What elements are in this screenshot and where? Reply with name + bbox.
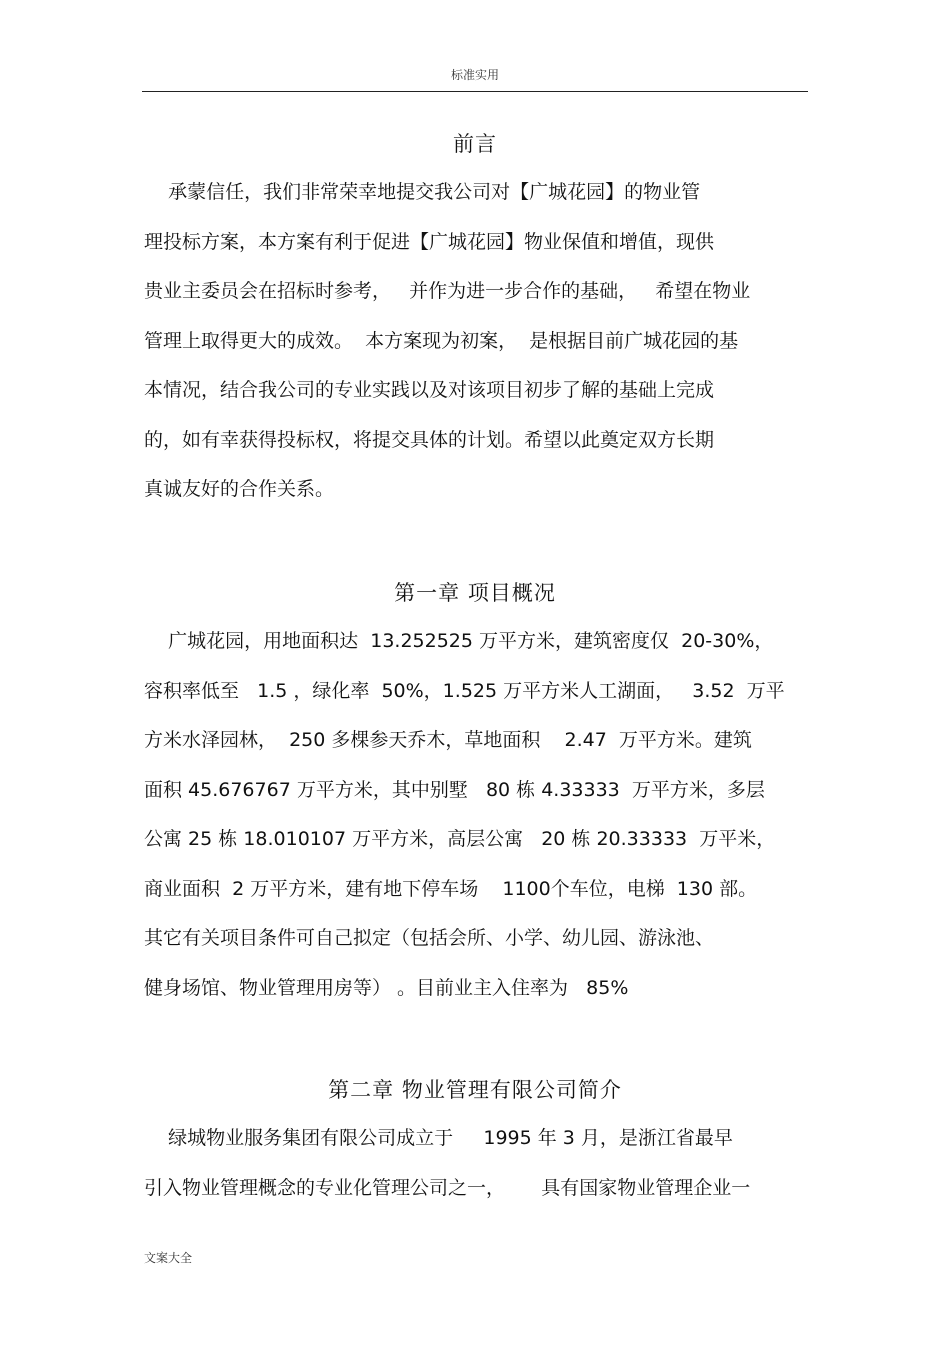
page-header: 标准实用 bbox=[450, 68, 499, 82]
chapter-2-paragraph bbox=[144, 1114, 814, 1213]
text-line: 面积 45.676767 万平方米，其中别墅 80 栋 4.33333 万平方米，多层 bbox=[144, 778, 765, 801]
text-line: 广城花园，用地面积达 13.252525 万平方米，建筑密度仅 20-30%， bbox=[144, 630, 774, 652]
section-heading-chapter-1: 第一章 项目概况 bbox=[394, 581, 556, 605]
chapter-1-paragraph bbox=[144, 617, 814, 1013]
text-line: 绿城物业服务集团有限公司成立于 1995 年 3 月，是浙江省最早 bbox=[144, 1127, 733, 1149]
text-line: 方米水泽园林， 250 多棵参天乔木，草地面积 2.47 万平方米。建筑 bbox=[144, 729, 752, 751]
text-line: 引入物业管理概念的专业化管理公司之一， 具有国家物业管理企业一 bbox=[144, 1176, 751, 1199]
text-line: 本情况，结合我公司的专业实践以及对该项目初步了解的基础上完成 bbox=[144, 379, 715, 401]
text-line: 其它有关项目条件可自己拟定（包括会所、小学、幼儿园、游泳池、 bbox=[144, 927, 715, 949]
section-heading-chapter-2: 第二章 物业管理有限公司简介 bbox=[328, 1078, 622, 1102]
text-line: 管理上取得更大的成效。 本方案现为初案， 是根据目前广城花园的基 bbox=[144, 329, 739, 352]
preface-paragraph bbox=[144, 168, 814, 515]
text-line: 贵业主委员会在招标时参考， 并作为进一步合作的基础， 希望在物业 bbox=[144, 280, 751, 302]
text-line: 健身场馆、物业管理用房等） 。目前业主入住率为 85% bbox=[144, 976, 629, 999]
text-line: 公寓 25 栋 18.010107 万平方米，高层公寓 20 栋 20.33333 万平米， bbox=[144, 828, 776, 850]
text-line: 理投标方案，本方案有利于促进【广城花园】物业保值和增值，现供 bbox=[144, 230, 715, 253]
text-line: 容积率低至 1.5 ，绿化率 50%，1.525 万平方米人工湖面， 3.52 万平 bbox=[144, 679, 785, 702]
text-line: 承蒙信任，我们非常荣幸地提交我公司对【广城花园】的物业管 bbox=[144, 181, 701, 203]
text-line: 真诚友好的合作关系。 bbox=[144, 478, 335, 500]
text-line: 商业面积 2 万平方米，建有地下停车场 1100个车位，电梯 130 部。 bbox=[144, 877, 758, 900]
text-line: 的，如有幸获得投标权，将提交具体的计划。希望以此奠定双方长期 bbox=[144, 428, 715, 451]
page-footer: 文案大全 bbox=[144, 1251, 193, 1265]
section-heading-preface: 前言 bbox=[453, 132, 497, 156]
header-rule bbox=[142, 91, 808, 92]
